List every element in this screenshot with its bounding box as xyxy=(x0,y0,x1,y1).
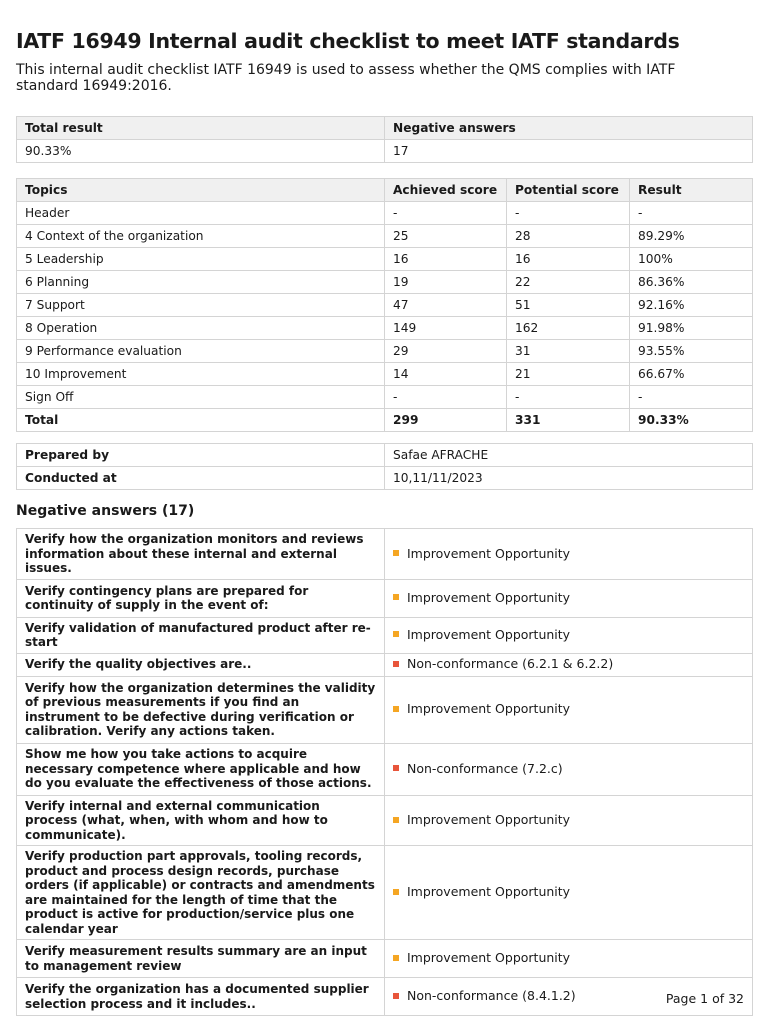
answer-cell xyxy=(385,676,753,743)
info-table xyxy=(16,443,753,490)
improvement-marker-icon xyxy=(393,889,399,895)
potential-score: 28 xyxy=(507,225,630,248)
topic-row xyxy=(17,202,753,225)
total-achieved: 299 xyxy=(385,409,507,432)
achieved-score: 16 xyxy=(385,248,507,271)
topic-name: Sign Off xyxy=(17,386,385,409)
question-text: Verify how the organization determines the validity of previous measurements if you find an instrument to be defective during verification or calibration. Verify any actions taken. xyxy=(17,676,385,743)
topic-name: 5 Leadership xyxy=(17,248,385,271)
potential-score: - xyxy=(507,386,630,409)
achieved-score: 149 xyxy=(385,317,507,340)
answer-text: Improvement Opportunity xyxy=(407,626,571,642)
answer-text: Non-conformance (8.4.1.2) xyxy=(407,988,576,1004)
page-title: IATF 16949 Internal audit checklist to meet IATF standards xyxy=(16,29,680,53)
potential-score: 162 xyxy=(507,317,630,340)
page-description: This internal audit checklist IATF 16949 is used to assess whether the QMS complies with IATF standard 16949:2016. xyxy=(16,62,676,94)
nonconformance-marker-icon xyxy=(393,661,399,667)
negative-answer-row xyxy=(17,940,753,978)
answer-text: Improvement Opportunity xyxy=(407,950,571,966)
topic-name: Header xyxy=(17,202,385,225)
answer-cell xyxy=(385,846,753,940)
improvement-marker-icon xyxy=(393,955,399,961)
topic-result: 89.29% xyxy=(630,225,753,248)
potential-score: 16 xyxy=(507,248,630,271)
negative-answers-table xyxy=(16,528,753,1016)
negative-answer-row xyxy=(17,846,753,940)
negative-answer-row xyxy=(17,978,753,1016)
answer-cell xyxy=(385,743,753,795)
conducted-at-label: Conducted at xyxy=(17,467,385,490)
topic-name: 4 Context of the organization xyxy=(17,225,385,248)
answer-cell xyxy=(385,653,753,676)
answer-cell xyxy=(385,617,753,653)
topic-name: 9 Performance evaluation xyxy=(17,340,385,363)
negative-answers-value: 17 xyxy=(385,140,753,163)
potential-score-header: Potential score xyxy=(507,179,630,202)
achieved-score: - xyxy=(385,386,507,409)
total-result-header: Total result xyxy=(17,117,385,140)
answer-text: Non-conformance (7.2.c) xyxy=(407,760,563,776)
answer-text: Improvement Opportunity xyxy=(407,701,571,717)
improvement-marker-icon xyxy=(393,817,399,823)
achieved-score: 19 xyxy=(385,271,507,294)
topic-result: - xyxy=(630,386,753,409)
answer-text: Non-conformance (6.2.1 & 6.2.2) xyxy=(407,656,614,672)
conducted-at-value: 10,11/11/2023 xyxy=(385,467,753,490)
potential-score: 22 xyxy=(507,271,630,294)
topic-row xyxy=(17,294,753,317)
negative-answer-row xyxy=(17,529,753,580)
topic-result: 100% xyxy=(630,248,753,271)
nonconformance-marker-icon xyxy=(393,993,399,999)
nonconformance-marker-icon xyxy=(393,765,399,771)
question-text: Verify internal and external communication process (what, when, with whom and how to communicate). xyxy=(17,795,385,846)
question-text: Verify validation of manufactured product after re-start xyxy=(17,617,385,653)
achieved-score: - xyxy=(385,202,507,225)
topic-row xyxy=(17,248,753,271)
prepared-by-value: Safae AFRACHE xyxy=(385,444,753,467)
topic-result: 86.36% xyxy=(630,271,753,294)
improvement-marker-icon xyxy=(393,594,399,600)
topics-header: Topics xyxy=(17,179,385,202)
negative-answer-row xyxy=(17,653,753,676)
improvement-marker-icon xyxy=(393,550,399,556)
negative-answers-heading: Negative answers (17) xyxy=(16,503,195,519)
negative-answer-row xyxy=(17,676,753,743)
answer-text: Improvement Opportunity xyxy=(407,812,571,827)
summary-table xyxy=(16,116,753,163)
topic-row xyxy=(17,363,753,386)
topic-result: 66.67% xyxy=(630,363,753,386)
potential-score: - xyxy=(507,202,630,225)
prepared-by-label: Prepared by xyxy=(17,444,385,467)
topic-name: 10 Improvement xyxy=(17,363,385,386)
achieved-score: 25 xyxy=(385,225,507,248)
answer-cell xyxy=(385,579,753,617)
topic-result: 92.16% xyxy=(630,294,753,317)
achieved-score: 14 xyxy=(385,363,507,386)
page-number: Page 1 of 32 xyxy=(665,991,744,1006)
achieved-score: 29 xyxy=(385,340,507,363)
answer-cell xyxy=(385,940,753,978)
topic-name: 6 Planning xyxy=(17,271,385,294)
answer-text: Improvement Opportunity xyxy=(407,589,571,605)
total-result-value: 90.33% xyxy=(17,140,385,163)
topic-result: 93.55% xyxy=(630,340,753,363)
negative-answer-row xyxy=(17,579,753,617)
negative-answer-row xyxy=(17,743,753,795)
negative-answer-row xyxy=(17,795,753,846)
topics-table xyxy=(16,178,753,432)
answer-cell xyxy=(385,795,753,846)
potential-score: 31 xyxy=(507,340,630,363)
question-text: Verify production part approvals, tooling records, product and process design records, purchase orders (if applicable) or contracts and amendments are maintained for the length of time that the product is active for production/service plus one calendar year xyxy=(17,846,385,940)
question-text: Verify how the organization monitors and reviews information about these internal and external issues. xyxy=(17,529,385,580)
answer-cell xyxy=(385,529,753,580)
question-text: Verify measurement results summary are an input to management review xyxy=(17,940,385,978)
result-header: Result xyxy=(630,179,753,202)
topic-row xyxy=(17,386,753,409)
question-text: Verify the quality objectives are.. xyxy=(17,653,385,676)
topic-result: - xyxy=(630,202,753,225)
negative-answer-row xyxy=(17,617,753,653)
potential-score: 21 xyxy=(507,363,630,386)
total-label: Total xyxy=(17,409,385,432)
topic-name: 7 Support xyxy=(17,294,385,317)
achieved-score: 47 xyxy=(385,294,507,317)
topic-row xyxy=(17,225,753,248)
topics-total-row xyxy=(17,409,753,432)
improvement-marker-icon xyxy=(393,706,399,712)
question-text: Verify the organization has a documented supplier selection process and it includes.. xyxy=(17,978,385,1016)
question-text: Verify contingency plans are prepared for continuity of supply in the event of: xyxy=(17,579,385,617)
answer-text: Improvement Opportunity xyxy=(407,545,571,561)
total-result: 90.33% xyxy=(630,409,753,432)
total-potential: 331 xyxy=(507,409,630,432)
topic-row xyxy=(17,271,753,294)
improvement-marker-icon xyxy=(393,631,399,637)
topic-row xyxy=(17,317,753,340)
topic-row xyxy=(17,340,753,363)
potential-score: 51 xyxy=(507,294,630,317)
topic-result: 91.98% xyxy=(630,317,753,340)
answer-text: Improvement Opportunity xyxy=(407,884,571,900)
topic-name: 8 Operation xyxy=(17,317,385,340)
question-text: Show me how you take actions to acquire necessary competence where applicable and how do you evaluate the effectiveness of those actions. xyxy=(17,743,385,795)
achieved-score-header: Achieved score xyxy=(385,179,507,202)
negative-answers-header: Negative answers xyxy=(385,117,753,140)
